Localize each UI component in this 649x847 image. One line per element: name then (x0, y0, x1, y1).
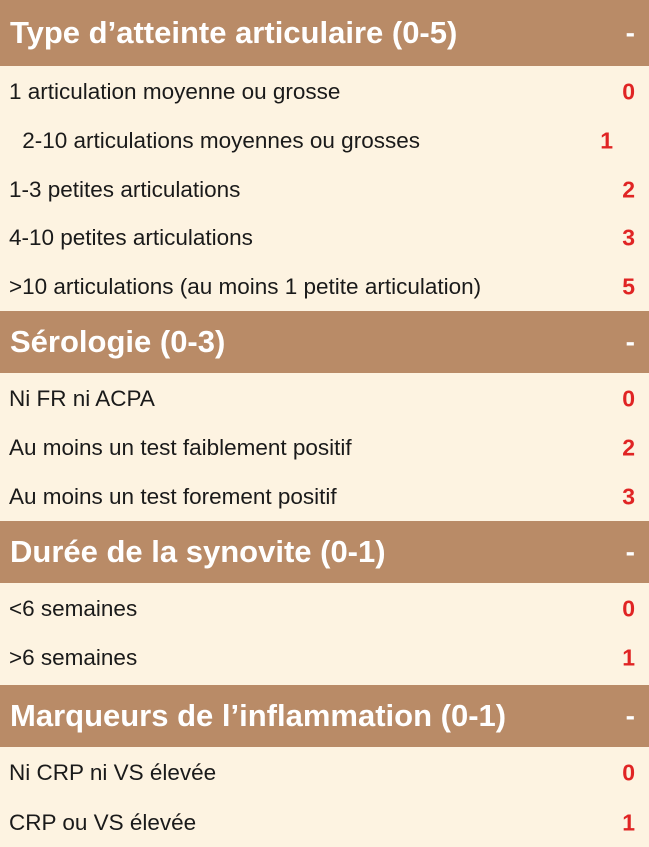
section-title: Durée de la synovite (0-1) (10, 534, 386, 569)
row-label: 1 articulation moyenne ou grosse (9, 78, 341, 104)
table-row (0, 166, 649, 215)
table-row (0, 747, 649, 799)
row-label: 4-10 petites articulations (9, 225, 253, 251)
section-title: Sérologie (0-3) (10, 324, 226, 359)
row-score: 1 (622, 644, 635, 671)
row-label: Ni FR ni ACPA (9, 385, 155, 411)
section-header-inflammation-markers (0, 685, 649, 747)
table-row (0, 373, 649, 424)
section-header-serology (0, 311, 649, 373)
section-marker: - (625, 699, 635, 731)
row-score: 3 (622, 224, 635, 251)
section-title: Marqueurs de l’inflammation (0-1) (10, 697, 507, 733)
row-label: 2-10 articulations moyennes ou grosses (16, 128, 420, 154)
row-score: 0 (622, 595, 635, 621)
section-title: Type d’atteinte articulaire (0-5) (10, 15, 458, 50)
table-row (0, 117, 649, 166)
row-label: >6 semaines (9, 645, 138, 671)
row-label: <6 semaines (9, 595, 138, 621)
row-score: 0 (622, 759, 635, 785)
row-label: Au moins un test forement positif (9, 483, 337, 509)
row-score: 2 (622, 176, 635, 203)
row-score: 3 (622, 483, 635, 510)
row-score: 0 (622, 385, 635, 411)
row-score: 2 (622, 434, 635, 461)
row-label: 1-3 petites articulations (9, 176, 241, 202)
section-header-synovitis-duration (0, 521, 649, 583)
row-label: Au moins un test faiblement positif (9, 435, 352, 461)
row-score: 1 (622, 809, 635, 836)
row-label: Ni CRP ni VS élevée (9, 759, 217, 785)
table-row (0, 634, 649, 683)
section-header-joint-involvement (0, 0, 649, 66)
section-marker: - (625, 17, 635, 48)
table-row (0, 424, 649, 473)
section-marker: - (625, 536, 635, 567)
table-row (0, 799, 649, 847)
row-score: 5 (622, 273, 635, 300)
table-row (0, 66, 649, 117)
table-row (0, 214, 649, 263)
table-row (0, 263, 649, 312)
section-marker: - (625, 326, 635, 357)
row-label: >10 articulations (au moins 1 petite articulation) (9, 273, 482, 299)
row-score: 1 (600, 127, 613, 154)
table-row (0, 473, 649, 522)
row-label: CRP ou VS élevée (9, 809, 197, 835)
table-row (0, 583, 649, 634)
row-score: 0 (622, 78, 635, 104)
